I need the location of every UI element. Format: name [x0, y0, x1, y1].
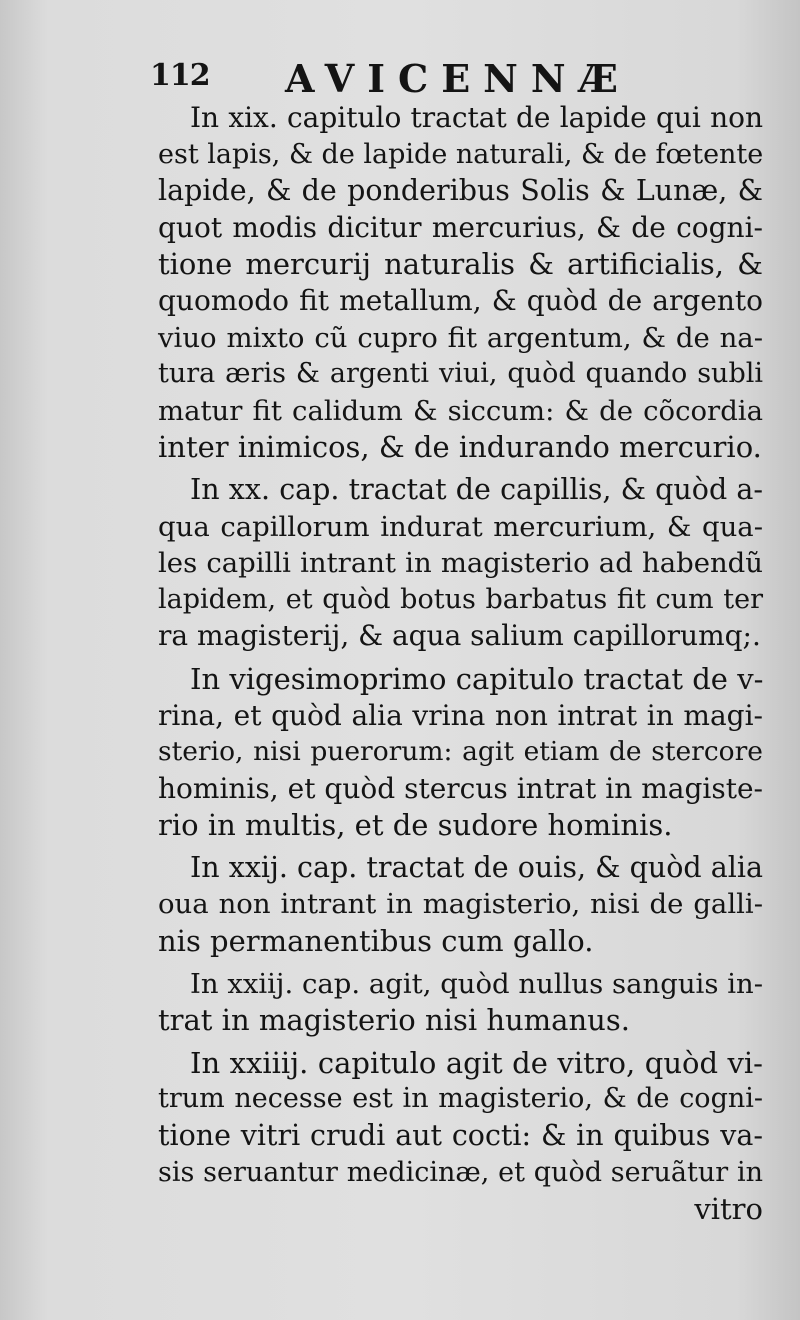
text-line: ra magisterij, & aqua salium capillorumq;. [158, 619, 761, 653]
text-line: rio in multis, et de sudore hominis. [158, 808, 673, 843]
paragraph-chapter-22 [158, 850, 763, 960]
text-line: inter inimicos, & de indurando mercurio. [158, 430, 762, 465]
text-line: qua capillorum indurat mercurium, & qua- [158, 510, 763, 543]
text-line: In vigesimoprimo capitulo tractat de v- [190, 661, 764, 696]
text-line: hominis, et quòd stercus intrat in magiste- [158, 771, 763, 805]
page-header [150, 56, 710, 100]
paragraph-chapter-24 [158, 1045, 763, 1228]
text-line: trum necesse est in magisterio, & de cogni- [158, 1083, 763, 1115]
text-line: quomodo fit metallum, & quòd de argento [158, 283, 763, 317]
text-line: tura æris & argenti viui, quòd quando subli [158, 358, 763, 390]
text-line: trat in magisterio nisi humanus. [158, 1003, 630, 1038]
text-line: sis seruantur medicinæ, et quòd seruãtur in [158, 1156, 763, 1188]
running-title: AVICENNÆ [285, 56, 631, 101]
text-line: In xxiiij. capitulo agit de vitro, quòd vi- [190, 1045, 763, 1080]
text-line: In xix. capitulo tractat de lapide qui non [190, 101, 763, 134]
text-line: sterio, nisi puerorum: agit etiam de stercore [158, 736, 763, 768]
text-line: est lapis, & de lapide naturali, & de fœtente [158, 138, 764, 170]
catchword: vitro [694, 1192, 763, 1227]
body-text [158, 100, 763, 1234]
text-line: In xxij. cap. tractat de ouis, & quòd alia [190, 850, 763, 884]
text-line: tione mercurij naturalis & artificialis, & [158, 247, 763, 282]
paragraph-chapter-21 [158, 661, 763, 844]
text-line: viuo mixto cũ cupro fit argentum, & de na- [158, 321, 763, 354]
page-number: 112 [150, 58, 210, 93]
text-line: In xx. cap. tractat de capillis, & quòd a- [190, 472, 763, 506]
text-line: lapide, & de ponderibus Solis & Lunæ, & [158, 174, 763, 208]
text-line: les capilli intrant in magisterio ad habendũ [158, 547, 763, 580]
paragraph-chapter-23 [158, 966, 763, 1039]
text-line: tione vitri crudi aut cocti: & in quibus va- [158, 1119, 763, 1153]
text-line: lapidem, et quòd botus barbatus fit cum ter [158, 583, 763, 615]
text-line: In xxiij. cap. agit, quòd nullus sanguis in- [190, 967, 763, 1000]
text-line: rina, et quòd alia vrina non intrat in magi- [158, 698, 763, 732]
text-line: nis permanentibus cum gallo. [158, 924, 594, 959]
paragraph-chapter-20 [158, 472, 763, 655]
text-line: quot modis dicitur mercurius, & de cogni- [158, 210, 763, 244]
text-line: oua non intrant in magisterio, nisi de galli- [158, 888, 763, 921]
paragraph-chapter-19 [158, 100, 763, 466]
text-line: matur fit calidum & siccum: & de cõcordia [158, 394, 763, 427]
